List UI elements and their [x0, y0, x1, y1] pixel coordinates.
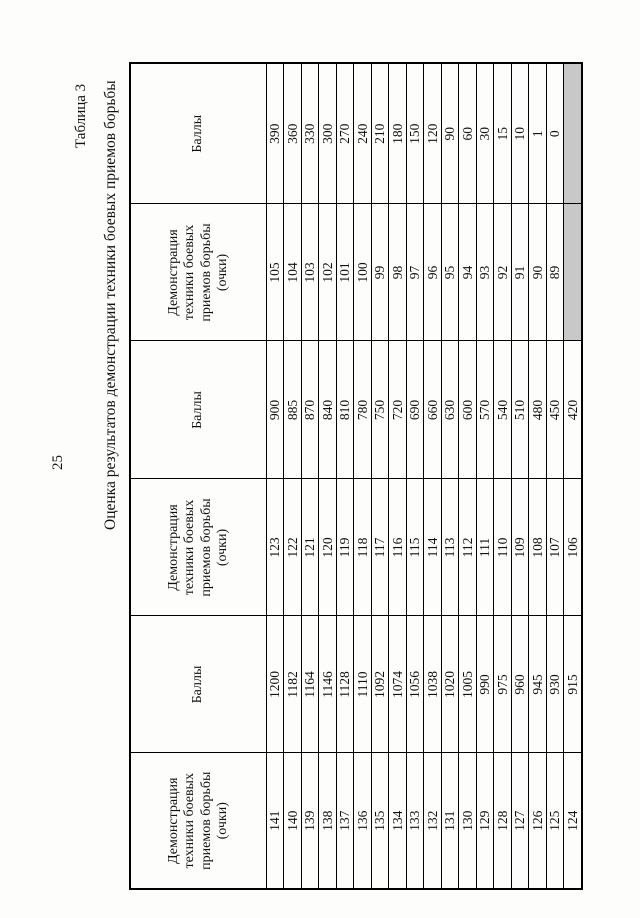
- cell-score-1: 1092: [371, 616, 388, 753]
- cell-points-2: 119: [336, 479, 353, 616]
- table-row: [459, 63, 476, 889]
- cell-points-3: 94: [459, 204, 476, 341]
- cell-score-2: 750: [371, 341, 388, 479]
- cell-score-1: 1182: [284, 616, 301, 753]
- cell-points-1: 128: [494, 753, 511, 889]
- header-score-2: Баллы: [130, 341, 267, 479]
- cell-score-3: 120: [424, 63, 441, 204]
- cell-points-2: 112: [459, 479, 476, 616]
- cell-score-1: 1038: [424, 616, 441, 753]
- cell-score-2: 810: [336, 341, 353, 479]
- cell-points-2: 123: [267, 479, 284, 616]
- table-row: [494, 63, 511, 889]
- cell-points-1: 130: [459, 753, 476, 889]
- cell-score-3: 390: [267, 63, 284, 204]
- cell-points-1: 125: [546, 753, 563, 889]
- cell-score-1: 1056: [406, 616, 423, 753]
- cell-points-1: 137: [336, 753, 353, 889]
- cell-score-3: 60: [459, 63, 476, 204]
- cell-points-3: 105: [267, 204, 284, 341]
- table-row: [529, 63, 546, 889]
- cell-points-1: 138: [319, 753, 336, 889]
- cell-points-3: 104: [284, 204, 301, 341]
- cell-points-3: 93: [476, 204, 493, 341]
- cell-points-3: 102: [319, 204, 336, 341]
- table-row: [284, 63, 301, 889]
- cell-points-2: 120: [319, 479, 336, 616]
- cell-points-1: 127: [511, 753, 528, 889]
- header-points-1: Демонстрация техники боевых приемов борьбы (очки): [130, 753, 267, 889]
- cell-score-1: 1020: [441, 616, 458, 753]
- cell-score-3: 270: [336, 63, 353, 204]
- table-row: [406, 63, 423, 889]
- cell-points-3: 97: [406, 204, 423, 341]
- cell-score-3: 240: [354, 63, 371, 204]
- cell-score-1: 1200: [267, 616, 284, 753]
- cell-score-1: 1128: [336, 616, 353, 753]
- cell-score-2: 660: [424, 341, 441, 479]
- cell-score-1: 1074: [389, 616, 406, 753]
- cell-points-3: 90: [529, 204, 546, 341]
- cell-points-3: 100: [354, 204, 371, 341]
- cell-points-2: 108: [529, 479, 546, 616]
- cell-score-3: 360: [284, 63, 301, 204]
- cell-score-2: 450: [546, 341, 563, 479]
- cell-score-2: 600: [459, 341, 476, 479]
- cell-points-3: 92: [494, 204, 511, 341]
- table-row: [546, 63, 563, 889]
- cell-score-3: [564, 63, 582, 204]
- cell-score-2: 780: [354, 341, 371, 479]
- cell-score-1: 930: [546, 616, 563, 753]
- cell-score-1: 990: [476, 616, 493, 753]
- table-header-row: [130, 63, 267, 889]
- table-title: Оценка результатов демонстрации техники боевых приемов борьбы: [102, 80, 119, 530]
- cell-points-3: 96: [424, 204, 441, 341]
- cell-points-1: 139: [301, 753, 318, 889]
- cell-points-2: 113: [441, 479, 458, 616]
- cell-score-3: 10: [511, 63, 528, 204]
- cell-score-3: 15: [494, 63, 511, 204]
- cell-score-1: 1164: [301, 616, 318, 753]
- cell-score-3: 1: [529, 63, 546, 204]
- cell-score-1: 1005: [459, 616, 476, 753]
- cell-points-1: 134: [389, 753, 406, 889]
- cell-points-2: 109: [511, 479, 528, 616]
- cell-score-2: 885: [284, 341, 301, 479]
- cell-score-2: 540: [494, 341, 511, 479]
- cell-points-2: 122: [284, 479, 301, 616]
- cell-score-2: 570: [476, 341, 493, 479]
- cell-score-3: 90: [441, 63, 458, 204]
- table-row: [354, 63, 371, 889]
- cell-score-2: 510: [511, 341, 528, 479]
- cell-score-3: 30: [476, 63, 493, 204]
- cell-points-1: 136: [354, 753, 371, 889]
- cell-points-3: 103: [301, 204, 318, 341]
- cell-score-2: 870: [301, 341, 318, 479]
- cell-points-1: 140: [284, 753, 301, 889]
- cell-points-3: 98: [389, 204, 406, 341]
- cell-points-2: 106: [564, 479, 582, 616]
- cell-score-3: 0: [546, 63, 563, 204]
- cell-score-2: 630: [441, 341, 458, 479]
- cell-score-3: 210: [371, 63, 388, 204]
- cell-points-2: 111: [476, 479, 493, 616]
- cell-score-1: 915: [564, 616, 582, 753]
- table-row: [476, 63, 493, 889]
- cell-points-2: 115: [406, 479, 423, 616]
- cell-points-3: [564, 204, 582, 341]
- table-row: [511, 63, 528, 889]
- cell-score-1: 945: [529, 616, 546, 753]
- table-row: [389, 63, 406, 889]
- table-row: [441, 63, 458, 889]
- header-score-3: Баллы: [130, 63, 267, 204]
- cell-points-3: 99: [371, 204, 388, 341]
- cell-score-1: 975: [494, 616, 511, 753]
- cell-score-3: 150: [406, 63, 423, 204]
- table-row: [336, 63, 353, 889]
- cell-score-3: 300: [319, 63, 336, 204]
- cell-points-3: 101: [336, 204, 353, 341]
- table-number: Таблица 3: [73, 83, 89, 148]
- table-row: [424, 63, 441, 889]
- cell-points-2: 117: [371, 479, 388, 616]
- cell-score-3: 180: [389, 63, 406, 204]
- score-table: [129, 62, 583, 890]
- cell-points-1: 133: [406, 753, 423, 889]
- header-points-2: Демонстрация техники боевых приемов борьбы (очки): [130, 479, 267, 616]
- table-row: [564, 63, 582, 889]
- cell-score-3: 330: [301, 63, 318, 204]
- cell-points-1: 132: [424, 753, 441, 889]
- cell-points-3: 95: [441, 204, 458, 341]
- cell-points-1: 131: [441, 753, 458, 889]
- table-body: [267, 63, 583, 889]
- table-row: [319, 63, 336, 889]
- cell-score-1: 1110: [354, 616, 371, 753]
- cell-score-1: 1146: [319, 616, 336, 753]
- cell-points-2: 110: [494, 479, 511, 616]
- cell-points-2: 118: [354, 479, 371, 616]
- cell-points-2: 121: [301, 479, 318, 616]
- cell-points-3: 91: [511, 204, 528, 341]
- cell-points-1: 141: [267, 753, 284, 889]
- cell-points-1: 135: [371, 753, 388, 889]
- cell-score-2: 900: [267, 341, 284, 479]
- cell-points-1: 124: [564, 753, 582, 889]
- header-score-1: Баллы: [130, 616, 267, 753]
- cell-score-1: 960: [511, 616, 528, 753]
- cell-points-3: 89: [546, 204, 563, 341]
- page-number: 25: [50, 455, 66, 470]
- header-points-3: Демонстрация техники боевых приемов борьбы (очки): [130, 204, 267, 341]
- cell-score-2: 420: [564, 341, 582, 479]
- cell-points-2: 114: [424, 479, 441, 616]
- cell-score-2: 690: [406, 341, 423, 479]
- cell-score-2: 720: [389, 341, 406, 479]
- cell-score-2: 480: [529, 341, 546, 479]
- score-table-container: [129, 64, 583, 890]
- cell-points-2: 116: [389, 479, 406, 616]
- cell-points-2: 107: [546, 479, 563, 616]
- table-row: [267, 63, 284, 889]
- table-row: [371, 63, 388, 889]
- cell-points-1: 126: [529, 753, 546, 889]
- cell-points-1: 129: [476, 753, 493, 889]
- cell-score-2: 840: [319, 341, 336, 479]
- table-row: [301, 63, 318, 889]
